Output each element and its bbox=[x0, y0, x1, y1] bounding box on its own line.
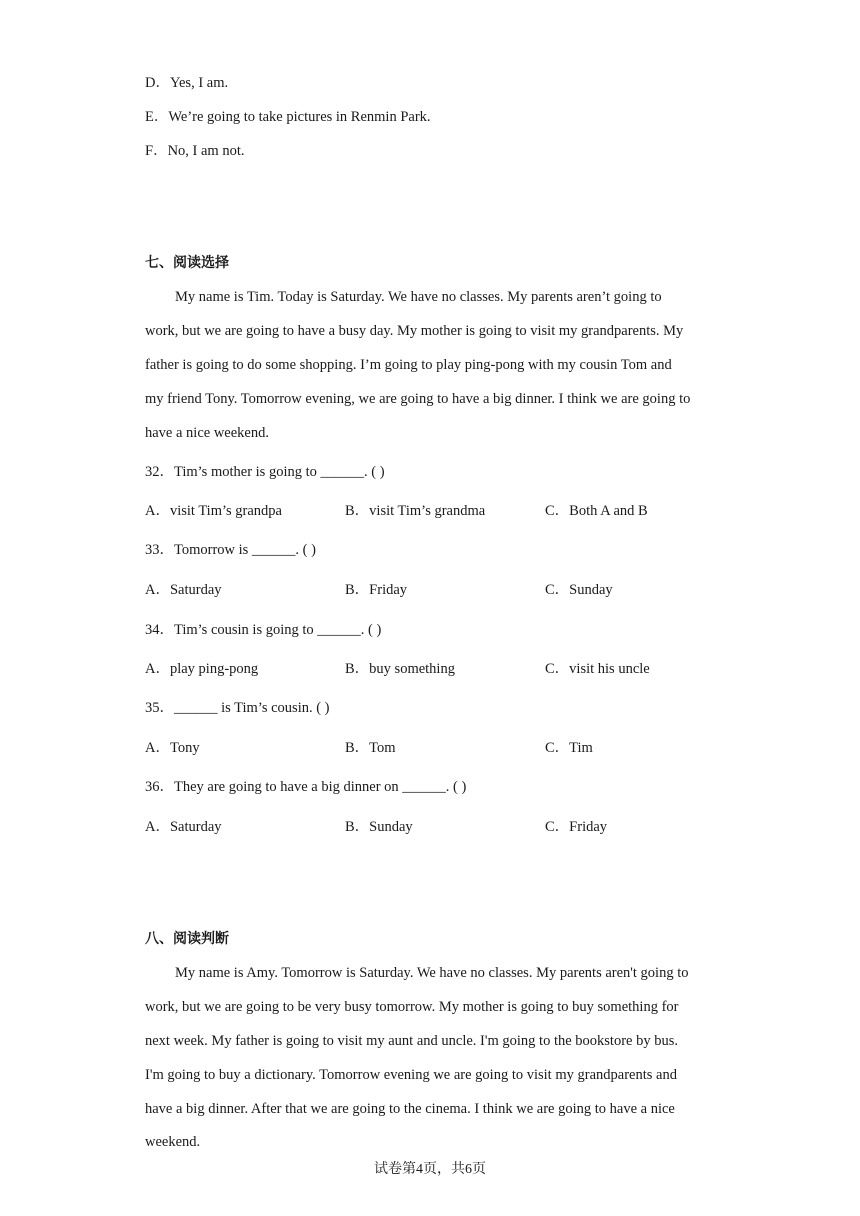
answer-option-c: C．Sunday bbox=[545, 582, 613, 598]
answer-option-b: B．Sunday bbox=[345, 819, 413, 835]
option-d: D．Yes, I am. bbox=[145, 75, 229, 91]
answer-option-a: A．Saturday bbox=[145, 819, 222, 835]
question-34: 34．Tim’s cousin is going to ______. ( ) bbox=[145, 622, 382, 638]
answer-option-c: C．Friday bbox=[545, 819, 608, 835]
passage-line: my friend Tony. Tomorrow evening, we are going to have a big dinner. I think we are going to bbox=[145, 391, 691, 407]
passage-line: next week. My father is going to visit my aunt and uncle. I'm going to the bookstore by bus. bbox=[145, 1033, 678, 1049]
question-32: 32．Tim’s mother is going to ______. ( ) bbox=[145, 464, 385, 480]
answer-option-b: B．Friday bbox=[345, 582, 408, 598]
answer-option-b: B．buy something bbox=[345, 661, 455, 677]
answer-option-c: C．visit his uncle bbox=[545, 661, 650, 677]
answer-option-a: A．play ping-pong bbox=[145, 661, 259, 677]
answer-option-a: A．Tony bbox=[145, 740, 200, 756]
answer-option-a: A．visit Tim’s grandpa bbox=[145, 503, 282, 519]
question-35: 35．______ is Tim’s cousin. ( ) bbox=[145, 700, 330, 716]
passage-line: have a big dinner. After that we are going to the cinema. I think we are going to have a nice bbox=[145, 1101, 675, 1117]
answer-option-c: C．Tim bbox=[545, 740, 593, 756]
passage-line: work, but we are going to have a busy day. My mother is going to visit my grandparents. My bbox=[145, 323, 684, 339]
passage-line: work, but we are going to be very busy tomorrow. My mother is going to buy something for bbox=[145, 999, 679, 1015]
option-f: F．No, I am not. bbox=[145, 143, 245, 159]
question-33: 33．Tomorrow is ______. ( ) bbox=[145, 542, 316, 558]
passage-line: have a nice weekend. bbox=[145, 425, 269, 441]
answer-option-b: B．Tom bbox=[345, 740, 396, 756]
passage-line: My name is Amy. Tomorrow is Saturday. We have no classes. My parents aren't going to bbox=[175, 965, 689, 981]
answer-option-b: B．visit Tim’s grandma bbox=[345, 503, 486, 519]
passage-line: I'm going to buy a dictionary. Tomorrow evening we are going to visit my grandparents and bbox=[145, 1067, 677, 1083]
section-heading-reading-judgement: 八、阅读判断 bbox=[145, 931, 229, 947]
question-36: 36．They are going to have a big dinner on ______. ( ) bbox=[145, 779, 467, 795]
answer-option-c: C．Both A and B bbox=[545, 503, 648, 519]
section-heading-reading-choice: 七、阅读选择 bbox=[145, 255, 229, 271]
option-e: E．We’re going to take pictures in Renmin Park. bbox=[145, 109, 431, 125]
page-number-footer: 试卷第4页，共6页 bbox=[374, 1162, 486, 1177]
passage-line: weekend. bbox=[145, 1134, 201, 1150]
passage-line: father is going to do some shopping. I’m going to play ping-pong with my cousin Tom and bbox=[145, 357, 672, 373]
answer-option-a: A．Saturday bbox=[145, 582, 222, 598]
passage-line: My name is Tim. Today is Saturday. We have no classes. My parents aren’t going to bbox=[175, 289, 662, 305]
